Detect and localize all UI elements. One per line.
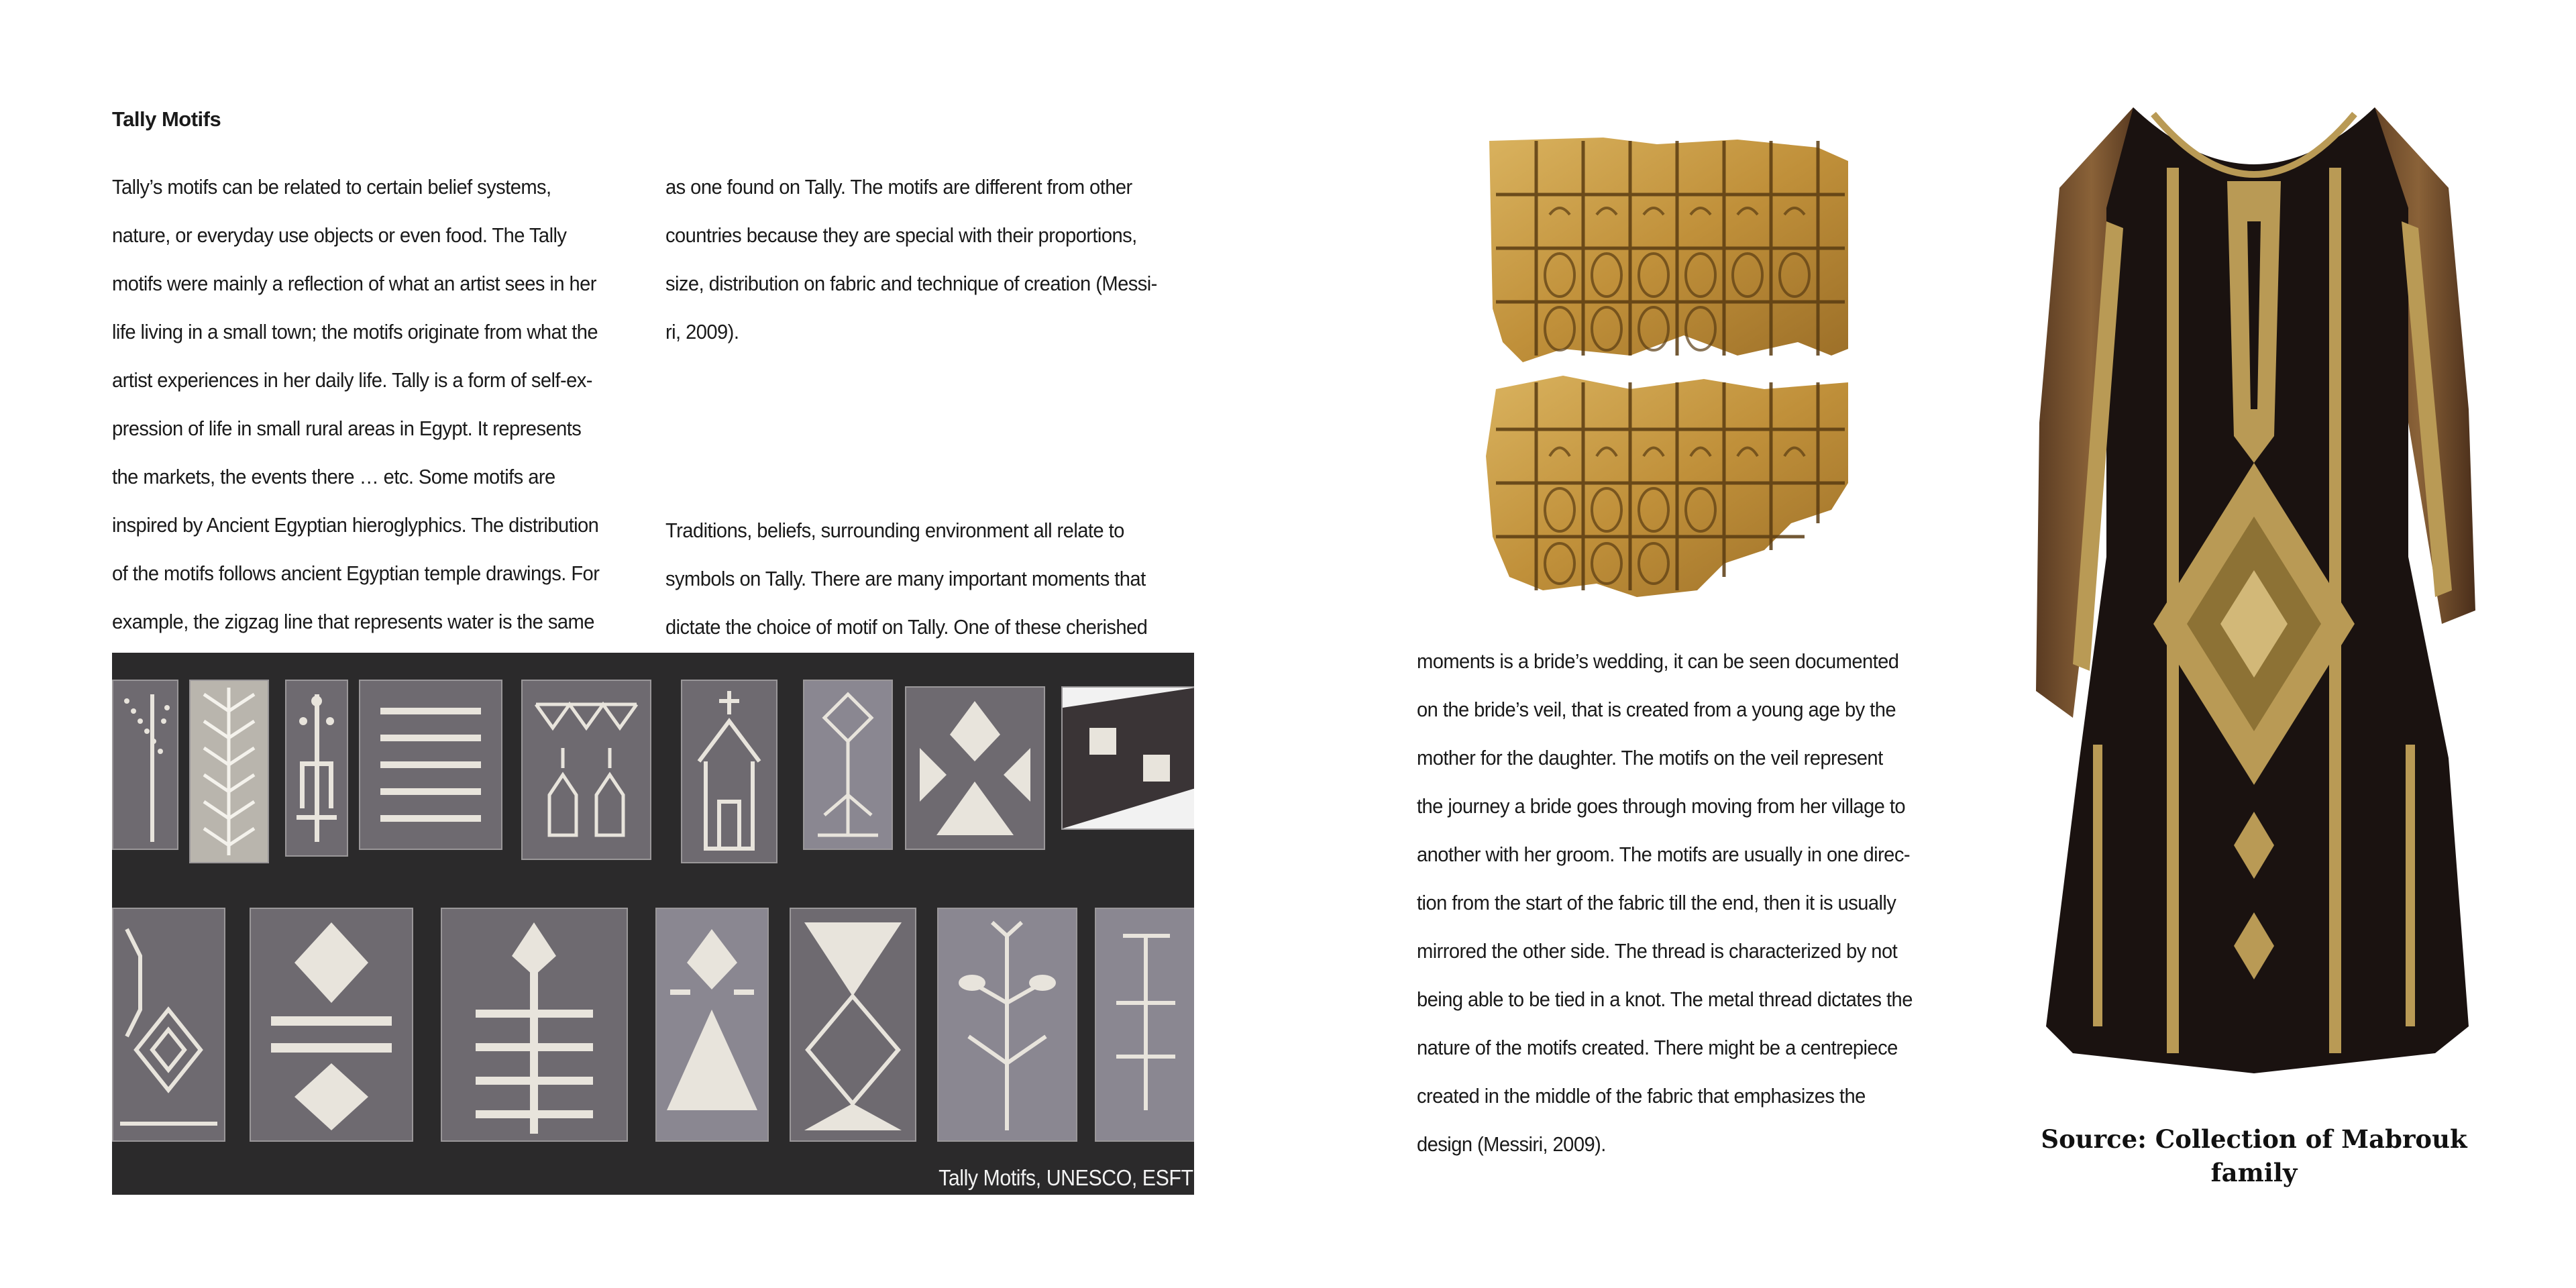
dress-figure-caption	[2039, 1122, 2469, 1189]
text-line: motifs were mainly a reflection of what an artist sees in her	[112, 272, 596, 295]
hieroglyph-relief-image	[1483, 134, 1851, 597]
text-line: of the motifs follows ancient Egyptian temple drawings. For	[112, 561, 600, 585]
text-line: tion from the start of the fabric till the end, then it is usually	[1417, 891, 1896, 914]
text-line: nature of the motifs created. There might be a centrepiece	[1417, 1036, 1898, 1059]
body-text-column-2-bottom	[665, 506, 1189, 651]
text-line: Tally’s motifs can be related to certain belief systems,	[112, 175, 551, 199]
motif-tile	[1061, 686, 1194, 830]
text-line: mirrored the other side. The thread is characterized by not	[1417, 939, 1898, 963]
text-line: example, the zigzag line that represents water is the same	[112, 610, 594, 633]
text-line: dictate the choice of motif on Tally. One of these cherished	[665, 615, 1148, 639]
body-text-column-1	[112, 163, 635, 646]
text-line: another with her groom. The motifs are usually in one direc-	[1417, 843, 1910, 866]
motif-tile	[655, 908, 769, 1142]
tally-motifs-figure	[112, 653, 1194, 1195]
body-text-column-2-top	[665, 163, 1189, 356]
motif-tile	[441, 908, 628, 1142]
motif-tile	[1095, 908, 1194, 1142]
text-line: being able to be tied in a knot. The metal thread dictates the	[1417, 987, 1913, 1011]
motif-tile	[681, 680, 777, 863]
text-line: life living in a small town; the motifs originate from what the	[112, 320, 598, 343]
caption-line: family	[2210, 1158, 2298, 1187]
text-line: on the bride’s veil, that is created from a young age by the	[1417, 698, 1896, 721]
motif-tile	[189, 680, 269, 863]
text-line: artist experiences in her daily life. Tally is a form of self-ex-	[112, 368, 592, 392]
text-line: ri, 2009).	[665, 320, 739, 343]
motif-tile	[790, 908, 916, 1142]
motif-tile	[937, 908, 1077, 1142]
text-line: the markets, the events there … etc. Some motifs are	[112, 465, 555, 488]
text-line: nature, or everyday use objects or even food. The Tally	[112, 223, 567, 247]
text-line: moments is a bride’s wedding, it can be seen documented	[1417, 649, 1899, 673]
motif-tile	[359, 680, 502, 850]
motifs-figure-caption: Tally Motifs, UNESCO, ESFT	[938, 1165, 1193, 1190]
text-line: mother for the daughter. The motifs on the veil represent	[1417, 746, 1883, 769]
embroidered-dress-image	[2033, 87, 2475, 1120]
text-line: created in the middle of the fabric that emphasizes the	[1417, 1084, 1866, 1108]
motif-tile	[250, 908, 413, 1142]
caption-line: Source: Collection of Mabrouk	[2041, 1124, 2467, 1154]
motif-tile	[112, 680, 178, 850]
text-line: size, distribution on fabric and technique of creation (Messi-	[665, 272, 1157, 295]
text-line: Traditions, beliefs, surrounding environment all relate to	[665, 519, 1124, 542]
motif-tile	[905, 686, 1045, 850]
text-line: the journey a bride goes through moving from her village to	[1417, 794, 1906, 818]
motif-tile	[112, 908, 225, 1142]
text-line: pression of life in small rural areas in Egypt. It represents	[112, 417, 582, 440]
body-text-column-3	[1417, 637, 1940, 1169]
motif-tile	[521, 680, 651, 860]
text-line: design (Messiri, 2009).	[1417, 1132, 1606, 1156]
motif-tile	[803, 680, 893, 850]
motif-tile	[285, 680, 348, 857]
text-line: as one found on Tally. The motifs are different from other	[665, 175, 1132, 199]
section-title: Tally Motifs	[112, 107, 221, 131]
text-line: inspired by Ancient Egyptian hieroglyphics. The distribution	[112, 513, 599, 537]
text-line: countries because they are special with their proportions,	[665, 223, 1137, 247]
text-line: symbols on Tally. There are many important moments that	[665, 567, 1146, 590]
